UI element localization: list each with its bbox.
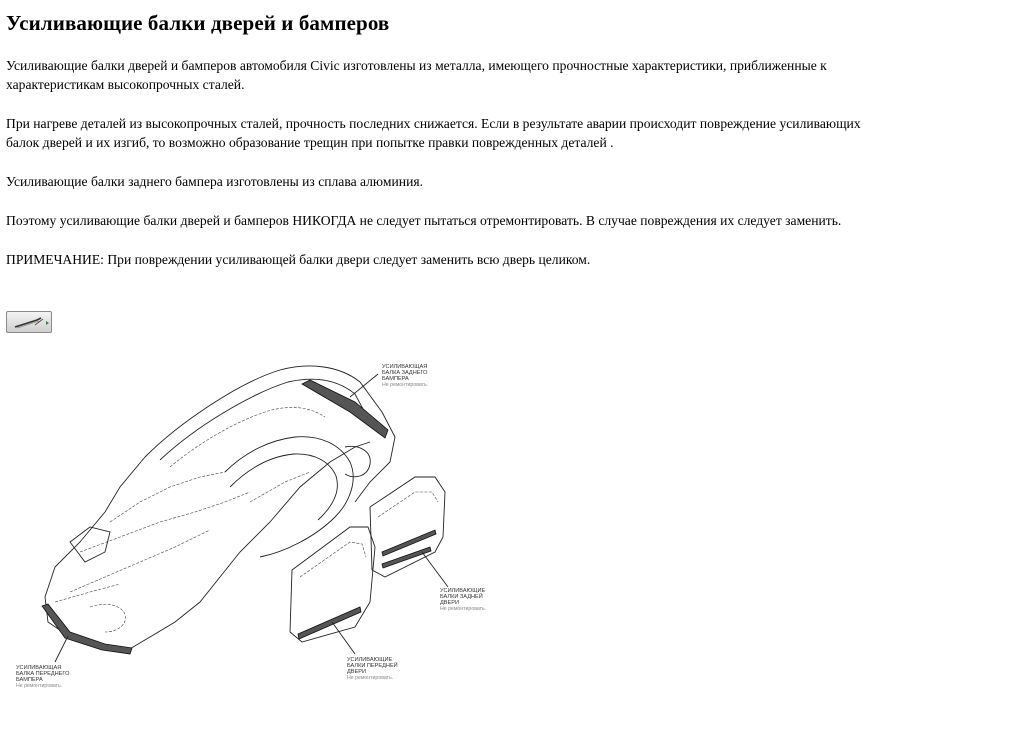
front-doors-label-note: Не ремонтировать. [347, 675, 394, 681]
front-bumper-label [16, 636, 70, 689]
front-bumper-label-line-2: БАЛКА ПЕРЕДНЕГО [16, 671, 70, 677]
tool-button[interactable] [6, 311, 52, 333]
paragraph-note [6, 250, 1011, 269]
front-bumper-label-note: Не ремонтировать. [16, 683, 63, 689]
rear-doors-label-line-3: ДВЕРИ [440, 600, 460, 606]
paragraph-heating-line-1: При нагреве деталей из высокопрочных сталей, прочность последних снижается. Если в результате аварии происходит повреждение усиливающих [6, 116, 861, 131]
paragraph-rear-bumper [6, 172, 1011, 191]
paragraph-heating-line-2: балок дверей и их изгиб, то возможно образование трещин при попытке правки поврежденных деталей . [6, 135, 614, 150]
front-door [290, 527, 375, 642]
paragraph-material-line-1: Усиливающие балки дверей и бамперов автомобиля Civic изготовлены из металла, имеющего прочностные характеристики, приближенные к [6, 58, 827, 73]
rear-doors-label-note: Не ремонтировать. [440, 606, 487, 612]
rear-doors-label-line-2: БАЛКИ ЗАДНЕЙ [440, 594, 483, 600]
paragraph-note-text: ПРИМЕЧАНИЕ: При повреждении усиливающей балки двери следует заменить всю дверь целиком. [6, 252, 591, 267]
rear-bumper-beam [302, 380, 388, 438]
car-body-diagram [10, 352, 510, 697]
car-body-outline [45, 366, 395, 650]
rear-doors-label [422, 552, 486, 612]
paragraph-heating [6, 114, 1011, 152]
rear-bumper-label [350, 364, 428, 397]
rear-bumper-label-line-2: БАЛКА ЗАДНЕГО [382, 370, 428, 376]
paragraph-rear-bumper-text: Усиливающие балки заднего бампера изготовлены из сплава алюминия. [6, 174, 423, 189]
rear-bumper-label-line-1: УСИЛИВАЮЩАЯ [382, 364, 428, 370]
document-content [6, 10, 1011, 289]
front-bumper-beam [42, 604, 132, 654]
rear-door [370, 477, 445, 577]
front-bumper-label-line-1: УСИЛИВАЮЩАЯ [16, 665, 62, 671]
paragraph-never-repair [6, 211, 1011, 230]
front-doors-label-line-2: БАЛКИ ПЕРЕДНЕЙ [347, 663, 398, 669]
rear-bumper-label-note: Не ремонтировать. [382, 382, 429, 388]
front-doors-label-line-1: УСИЛИВАЮЩИЕ [347, 657, 393, 663]
front-doors-label-line-3: ДВЕРИ [347, 669, 367, 675]
front-bumper-label-line-3: БАМПЕРА [16, 677, 43, 683]
rear-bumper-label-line-3: БАМПЕРА [382, 376, 409, 382]
paragraph-material [6, 56, 1011, 94]
paragraph-never-repair-text: Поэтому усиливающие балки дверей и бамперов НИКОГДА не следует пытаться отремонтировать. В случае повреждения их следует заменить. [6, 213, 842, 228]
rear-doors-label-line-1: УСИЛИВАЮЩИЕ [440, 588, 486, 594]
pry-tool-icon [7, 312, 53, 334]
paragraph-material-line-2: характеристикам высокопрочных сталей. [6, 77, 245, 92]
page-title: Усиливающие балки дверей и бамперов [6, 11, 390, 35]
